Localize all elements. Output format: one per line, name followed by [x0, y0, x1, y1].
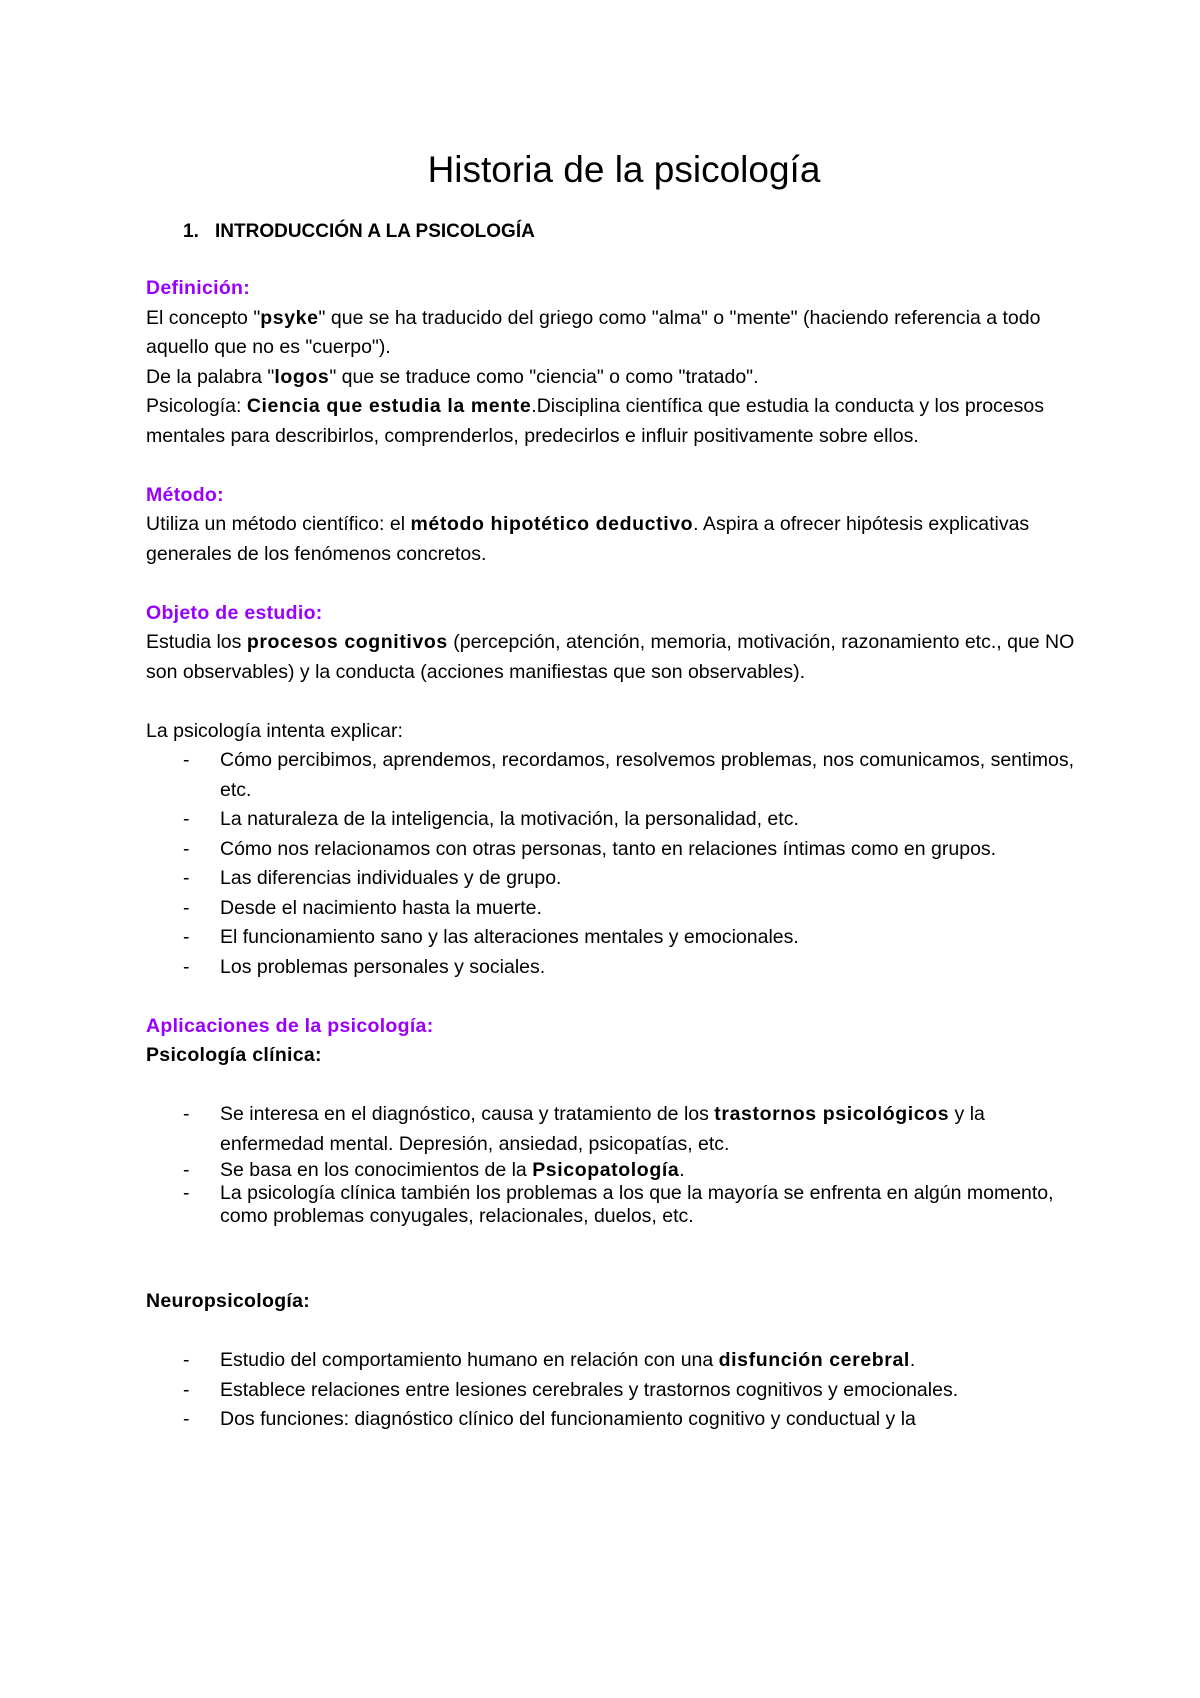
definicion-paragraph-3: Psicología: Ciencia que estudia la mente.Disciplina científica que estudia la conducta y los procesos mentales para describirlos, comprenderlos, predecirlos e influir positivamente sobre ellos. [146, 395, 1044, 447]
objeto-paragraph: Estudia los procesos cognitivos (percepción, atención, memoria, motivación, razonamiento etc., que NO son observables) y la conducta (acciones manifiestas que son observables). [146, 631, 1075, 683]
list-item: - El funcionamiento sano y las alteraciones mentales y emocionales. [183, 926, 799, 948]
document-title: Historia de la psicología [427, 149, 821, 190]
section-number: 1. [183, 221, 199, 242]
list-item: - Estudio del comportamiento humano en relación con una disfunción cerebral. [183, 1349, 916, 1371]
metodo-paragraph: Utiliza un método científico: el método hipotético deductivo. Aspira a ofrecer hipótesis explicativas generales de los fenómenos concretos. [146, 513, 1030, 565]
definicion-heading: Definición: [146, 277, 251, 299]
list-item: - La naturaleza de la inteligencia, la motivación, la personalidad, etc. [183, 808, 799, 830]
metodo-heading: Método: [146, 483, 224, 506]
list-item: - Los problemas personales y sociales. [183, 955, 546, 978]
aplicaciones-heading: Aplicaciones de la psicología: [146, 1014, 434, 1037]
list-item: - Desde el nacimiento hasta la muerte. [183, 896, 542, 919]
clinica-heading: Psicología clínica: [146, 1044, 322, 1066]
list-item: - Se basa en los conocimientos de la Psicopatología. [183, 1159, 685, 1181]
section-heading [146, 220, 1090, 244]
clinica-list [146, 1100, 1090, 1159]
section-title: INTRODUCCIÓN A LA PSICOLOGÍA [215, 221, 535, 242]
objeto-heading: Objeto de estudio: [146, 601, 323, 624]
list-item: - Las diferencias individuales y de grupo. [183, 867, 562, 889]
clinica-list-tight [146, 1159, 1090, 1228]
list-item: - La psicología clínica también los problemas a los que la mayoría se enfrenta en algún momento, como problemas conyugales, relacionales, duelos, etc. [183, 1182, 1054, 1227]
list-item: - Se interesa en el diagnóstico, causa y tratamiento de los trastornos psicológicos y la enfermedad mental. Depresión, ansiedad, psicopatías, etc. [183, 1103, 985, 1155]
intenta-list [146, 746, 1090, 982]
list-item: - Cómo percibimos, aprendemos, recordamos, resolvemos problemas, nos comunicamos, sentimos, etc. [183, 749, 1075, 801]
list-item: - Dos funciones: diagnóstico clínico del funcionamiento cognitivo y conductual y la [183, 1408, 916, 1430]
intenta-intro: La psicología intenta explicar: [146, 719, 403, 742]
neuro-list [146, 1346, 1090, 1435]
neuro-heading: Neuropsicología: [146, 1290, 311, 1312]
definicion-paragraph-1: El concepto "psyke" que se ha traducido del griego como "alma" o "mente" (haciendo referencia a todo aquello que no es "cuerpo"). [146, 306, 1041, 358]
definicion-paragraph-2: De la palabra "logos" que se traduce como "ciencia" o como "tratado". [146, 365, 759, 388]
list-item: - Cómo nos relacionamos con otras personas, tanto en relaciones íntimas como en grupos. [183, 837, 997, 860]
list-item: - Establece relaciones entre lesiones cerebrales y trastornos cognitivos y emocionales. [183, 1378, 959, 1401]
